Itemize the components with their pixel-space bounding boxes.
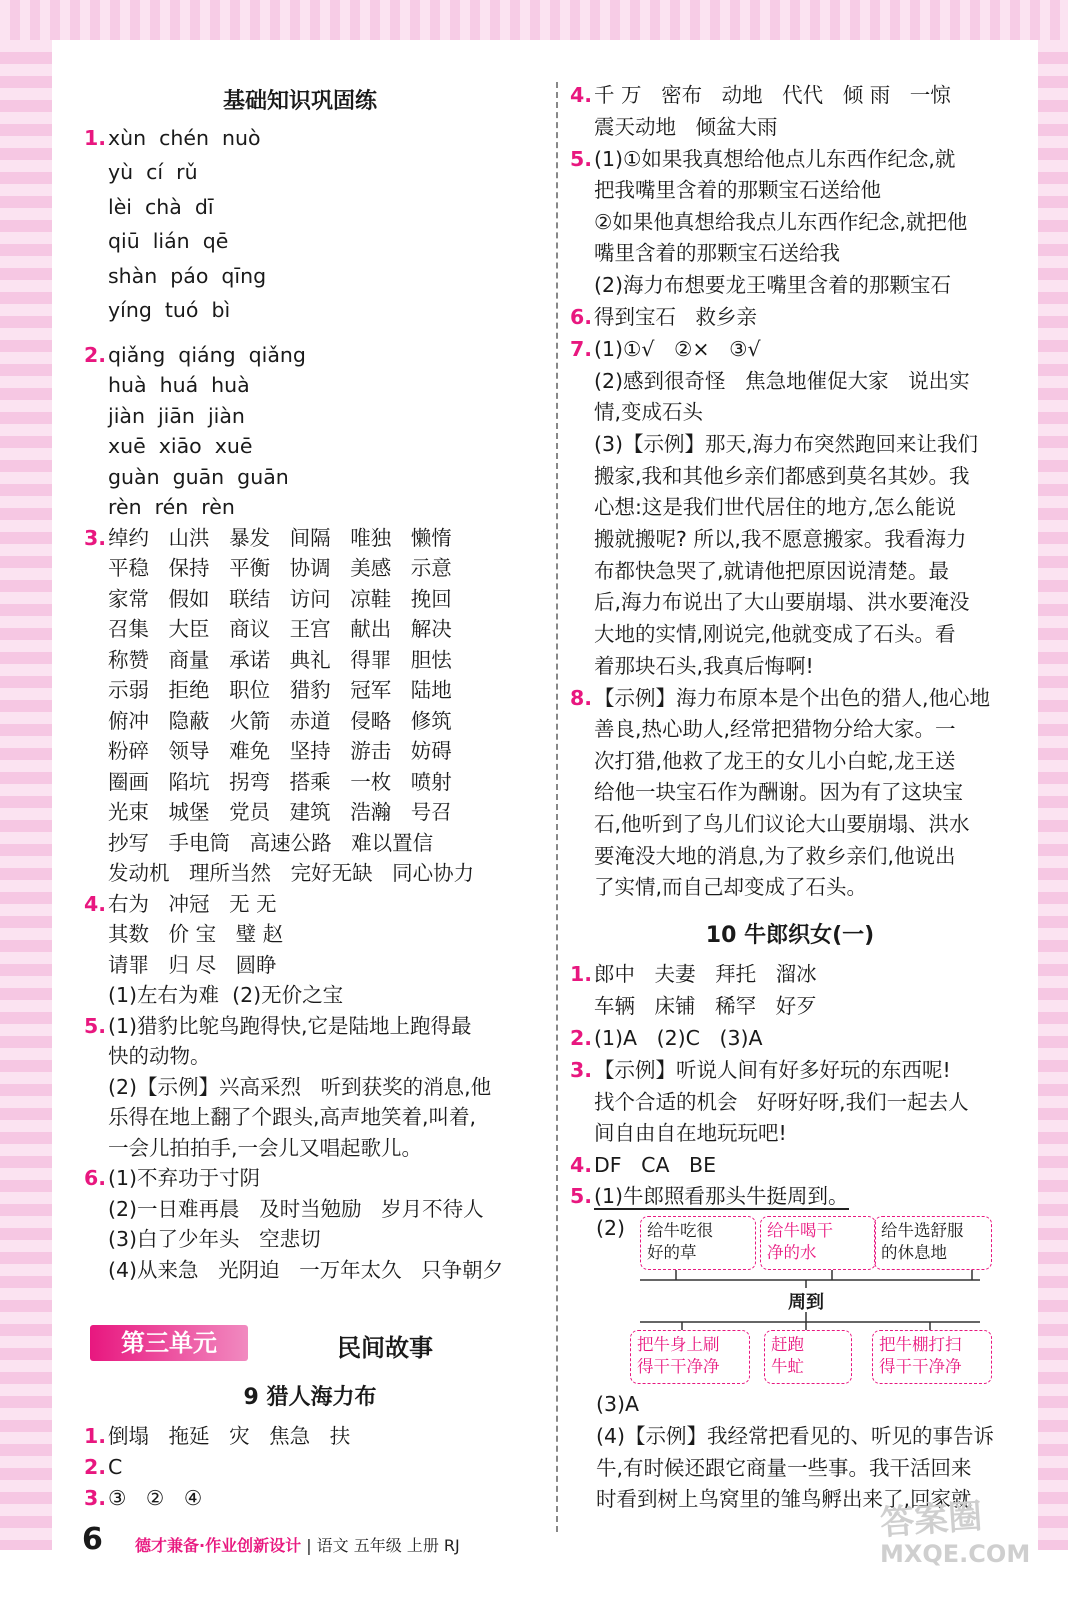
q1-row: qiū lián qē <box>108 229 229 253</box>
q3-row: 粉碎 领导 难免 坚持 游击 妨碍 <box>108 739 452 763</box>
l10q1-number: 1. <box>570 962 593 986</box>
q6-row: (4)从来急 光阴迫 一万年太久 只争朝夕 <box>108 1258 504 1282</box>
r-q7-number: 7. <box>570 337 593 361</box>
l9q1-number: 1. <box>84 1424 107 1448</box>
l10q5-part4-row: 牛,有时候还跟它商量一些事。我干活回来 <box>596 1456 972 1480</box>
r-q7-row: (3)【示例】那天,海力布突然跑回来让我们 <box>594 432 979 456</box>
l9q2-number: 2. <box>84 1455 107 1479</box>
q2-number: 2. <box>84 343 107 367</box>
q2-row: rèn rén rèn <box>108 495 235 519</box>
l10q5-number: 5. <box>570 1184 593 1208</box>
q3-row: 示弱 拒绝 职位 猎豹 冠军 陆地 <box>108 678 452 702</box>
q2-row: xuē xiāo xuē <box>108 434 253 458</box>
diagram-top-box: 给牛吃很 好的草 <box>640 1216 756 1270</box>
lesson-title: 10 牛郎织女(一) <box>705 923 875 948</box>
watermark-logo: 答案圈 <box>878 1496 984 1544</box>
unit-title: 民间故事 <box>337 1334 433 1362</box>
r-q7-row: 情,变成石头 <box>594 400 704 424</box>
q2-row: guàn guān guān <box>108 465 289 489</box>
r-q5-row: ②如果他真想给我点儿东西作纪念,就把他 <box>594 210 968 234</box>
q3-row: 抄写 手电筒 高速公路 难以置信 <box>108 831 434 855</box>
r-q8-row: 善良,热心助人,经常把猎物分给大家。一 <box>594 717 956 741</box>
q3-row: 绰约 山洪 暴发 间隔 唯独 懒惰 <box>108 526 452 550</box>
r-q4-row: 震天动地 倾盆大雨 <box>594 115 778 139</box>
r-q5-number: 5. <box>570 147 593 171</box>
l10q4-number: 4. <box>570 1153 593 1177</box>
r-q6-number: 6. <box>570 305 593 329</box>
q5-row: 乐得在地上翻了个跟头,高声地笑着,叫着, <box>108 1105 477 1129</box>
diagram-bottom-box: 把牛身上刷 得干干净净 <box>630 1330 750 1384</box>
r-q7-row: 布都快急哭了,就请他把原因说清楚。最 <box>594 559 950 583</box>
r-q7-row: (1)①√ ②× ③√ <box>594 337 761 361</box>
r-q8-row: 石,他听到了鸟儿们议论大山要崩塌、洪水 <box>594 812 970 836</box>
q6-row: (2)一日难再晨 及时当勉励 岁月不待人 <box>108 1197 484 1221</box>
q3-row: 平稳 保持 平衡 协调 美感 示意 <box>108 556 452 580</box>
l9q1-answer: 倒塌 拖延 灾 焦急 扶 <box>108 1424 351 1448</box>
q1-row: yíng tuó bì <box>108 298 231 322</box>
l10q1-row: 车辆 床铺 稀罕 好歹 <box>594 994 817 1018</box>
q4-row: 右为 冲冠 无 无 <box>108 892 277 916</box>
q3-number: 3. <box>84 526 107 550</box>
l10q5-part4-row: (4)【示例】我经常把看见的、听见的事告诉 <box>596 1424 995 1448</box>
q1-row: lèi chà dī <box>108 195 214 219</box>
r-q8-row: 给他一块宝石作为酬谢。因为有了这块宝 <box>594 780 963 804</box>
r-q8-row: 要淹没大地的消息,为了救乡亲们,他说出 <box>594 844 956 868</box>
q5-row: 快的动物。 <box>108 1044 211 1068</box>
q6-row: (1)不弃功于寸阴 <box>108 1166 261 1190</box>
q5-row: (1)猎豹比鸵鸟跑得快,它是陆地上跑得最 <box>108 1014 472 1038</box>
r-q4-row: 千 万 密布 动地 代代 倾 雨 一惊 <box>594 83 951 107</box>
r-q8-row: 【示例】海力布原本是个出色的猎人,他心地 <box>594 686 991 710</box>
q2-row: huà huá huà <box>108 373 250 397</box>
l10q2-number: 2. <box>570 1026 593 1050</box>
r-q8-number: 8. <box>570 686 593 710</box>
r-q6-answer: 得到宝石 救乡亲 <box>594 305 758 329</box>
r-q7-row: 后,海力布说出了大山要崩塌、洪水要淹没 <box>594 590 970 614</box>
r-q5-row: 把我嘴里含着的那颗宝石送给他 <box>594 178 881 202</box>
q3-row: 称赞 商量 承诺 典礼 得罪 胆怯 <box>108 648 452 672</box>
q4-row: 请罪 归 尽 圆睁 <box>108 953 277 977</box>
r-q7-row: 心想:这是我们世代居住的地方,怎么能说 <box>594 495 956 519</box>
q5-number: 5. <box>84 1014 107 1038</box>
l10q2-answer: (1)A (2)C (3)A <box>594 1026 763 1050</box>
diagram-hub: 周到 <box>788 1292 824 1313</box>
q1-row: xùn chén nuò <box>108 126 261 150</box>
q3-row: 召集 大臣 商议 王宫 献出 解决 <box>108 617 452 641</box>
diagram-part-label: (2) <box>596 1216 626 1240</box>
section-heading: 基础知识巩固练 <box>222 89 377 114</box>
q3-row: 发动机 理所当然 完好无缺 同心协力 <box>108 861 475 885</box>
diagram-bottom-box: 把牛棚打扫 得干干净净 <box>872 1330 992 1384</box>
l10q3-number: 3. <box>570 1058 593 1082</box>
q4-row: (1)左右为难 (2)无价之宝 <box>108 983 344 1007</box>
q1-number: 1. <box>84 126 107 150</box>
l9q2-answer: C <box>108 1455 123 1479</box>
r-q7-row: 搬就搬呢? 所以,我不愿意搬家。我看海力 <box>594 527 967 551</box>
footer-text: 德才兼备·作业创新设计 | 语文 五年级 上册 RJ <box>135 1536 460 1555</box>
column-divider <box>556 82 558 1532</box>
decorative-left-border <box>0 40 52 1550</box>
page-number: 6 <box>82 1522 103 1557</box>
lesson-title: 9 猎人海力布 <box>243 1385 377 1410</box>
l10q5-part3: (3)A <box>596 1392 640 1416</box>
unit-label-badge: 第三单元 <box>90 1325 248 1361</box>
r-q5-row: (1)①如果我真想给他点儿东西作纪念,就 <box>594 147 956 171</box>
r-q7-row: 着那块石头,我真后悔啊! <box>594 654 814 678</box>
q5-row: 一会儿拍拍手,一会儿又唱起歌儿。 <box>108 1136 423 1160</box>
q3-row: 俯冲 隐蔽 火箭 赤道 侵略 修筑 <box>108 709 452 733</box>
q3-row: 家常 假如 联结 访问 凉鞋 挽回 <box>108 587 452 611</box>
diagram-bottom-box: 赶跑 牛虻 <box>764 1330 852 1384</box>
l10q5-part4-row: 时看到树上鸟窝里的雏鸟孵出来了,回家就 <box>596 1487 972 1511</box>
q2-row: jiàn jiān jiàn <box>108 404 245 428</box>
footer-brand: 德才兼备·作业创新设计 <box>135 1536 302 1555</box>
r-q7-row: 搬家,我和其他乡亲们都感到莫名其妙。我 <box>594 464 970 488</box>
watermark-url: MXQE.COM <box>880 1540 1031 1568</box>
decorative-top-border <box>0 0 1068 40</box>
q4-row: 其数 价 宝 璧 赵 <box>108 922 284 946</box>
r-q8-row: 了实情,而自己却变成了石头。 <box>594 875 868 899</box>
r-q4-number: 4. <box>570 83 593 107</box>
q3-row: 光束 城堡 党员 建筑 浩瀚 号召 <box>108 800 452 824</box>
q3-row: 圈画 陷坑 拐弯 搭乘 一枚 喷射 <box>108 770 452 794</box>
l9q3-number: 3. <box>84 1486 107 1510</box>
q1-row: shàn páo qīng <box>108 264 267 288</box>
l10q4-answer: DF CA BE <box>594 1153 717 1177</box>
q6-row: (3)白了少年头 空悲切 <box>108 1227 321 1251</box>
l10q3-row: 找个合适的机会 好呀好呀,我们一起去人 <box>594 1090 969 1114</box>
q1-row: yù cí rǔ <box>108 160 198 184</box>
r-q8-row: 次打猎,他救了龙王的女儿小白蛇,龙王送 <box>594 749 956 773</box>
q4-number: 4. <box>84 892 107 916</box>
diagram-top-box: 给牛喝干 净的水 <box>760 1216 876 1270</box>
q6-number: 6. <box>84 1166 107 1190</box>
r-q7-row: (2)感到很奇怪 焦急地催促大家 说出实 <box>594 369 970 393</box>
l10q3-row: 间自由自在地玩玩吧! <box>594 1121 787 1145</box>
l10q5-answer: (1)牛郎照看那头牛挺周到。 <box>594 1184 849 1208</box>
l10q3-row: 【示例】听说人间有好多好玩的东西呢! <box>594 1058 951 1082</box>
q5-row: (2)【示例】兴高采烈 听到获奖的消息,他 <box>108 1075 492 1099</box>
q2-row: qiǎng qiáng qiǎng <box>108 343 306 367</box>
l9q3-answer: ③ ② ④ <box>108 1486 203 1510</box>
footer-subject: 语文 五年级 上册 RJ <box>316 1536 460 1555</box>
r-q5-row: (2)海力布想要龙王嘴里含着的那颗宝石 <box>594 273 952 297</box>
l10q1-row: 郎中 夫妻 拜托 溜冰 <box>594 962 817 986</box>
r-q7-row: 大地的实情,刚说完,他就变成了石头。看 <box>594 622 956 646</box>
decorative-right-border <box>1038 40 1068 1550</box>
r-q5-row: 嘴里含着的那颗宝石送给我 <box>594 241 840 265</box>
diagram-top-box: 给牛选舒服 的休息地 <box>874 1216 992 1270</box>
